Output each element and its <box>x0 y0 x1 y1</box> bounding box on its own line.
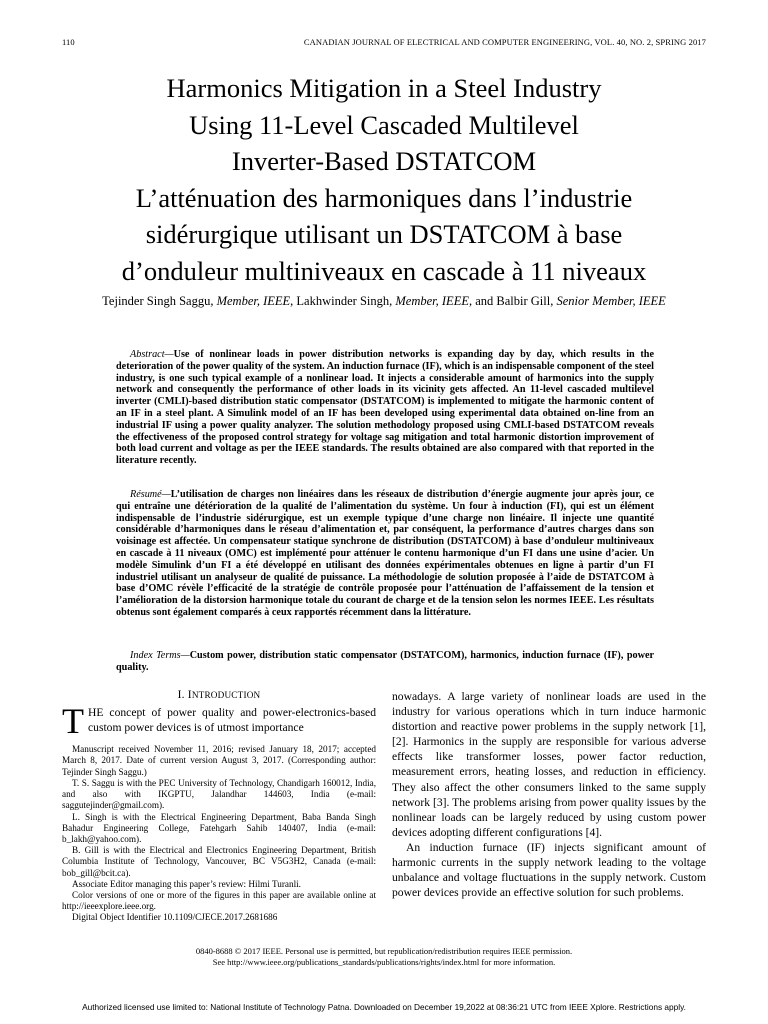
intro-paragraph <box>62 701 376 742</box>
footnote: B. Gill is with the Electrical and Electronics Engineering Department, British Columbia Institute of Technology, Vancouver, BC V5G3H2, Canada (e-mail: bob_gill@bcit.ca). <box>62 845 376 878</box>
body-paragraph: nowadays. A large variety of nonlinear loads are used in the industry for various operations which in turn induce harmonic distortion and reactive power problems in the supply network [1], [2]. Harmonics in the supply are responsible for various adverse effects like transformer losses, power factor reduction, measurement errors, heating losses, and reduction in efficiency. They also affect the other consumers linked to the same supply network [3]. The problems arising from power quality issues by the nonlinear loads can be largely reduced by using custom power devices adopting different configurations [4]. <box>392 690 706 839</box>
footnotes <box>62 744 376 923</box>
author-list <box>40 293 728 309</box>
author-role: Member, IEEE, <box>395 294 473 308</box>
index-terms-text: Custom power, distribution static compensator (DSTATCOM), harmonics, induction furnace (IF), power quality. <box>116 650 654 673</box>
drop-cap: T <box>62 701 84 742</box>
title-line: Harmonics Mitigation in a Steel Industry <box>166 73 602 103</box>
abstract-label: Abstract— <box>130 349 174 360</box>
intro-text: HE concept of power quality and power-electronics-based custom power devices is of utmost importance <box>88 706 376 735</box>
section-heading <box>62 688 376 703</box>
author-name: , Lakhwinder Singh, <box>290 294 396 308</box>
title-line: Using 11-Level Cascaded Multilevel <box>189 109 579 140</box>
right-column <box>392 689 706 900</box>
footnote: Associate Editor managing this paper’s review: Hilmi Turanli. <box>72 878 301 889</box>
index-terms <box>116 650 654 674</box>
footnote-doi: Digital Object Identifier 10.1109/CJECE.2017.2681686 <box>72 912 278 923</box>
author-role: Senior Member, IEEE <box>556 294 666 308</box>
left-column <box>62 688 376 924</box>
body-paragraph: An induction furnace (IF) injects significant amount of harmonic currents in the supply network leading to the voltage unbalance and voltage fluctuations in the supply network. Custom power devices provide an effective solution for such problems. <box>392 840 706 900</box>
footnote: L. Singh is with the Electrical Engineering Department, Baba Banda Singh Bahadur Engineering College, Fatehgarh Sahib 140407, India (e-mail: b_lakh@yahoo.com). <box>62 811 376 844</box>
resume <box>116 489 654 619</box>
running-header <box>62 37 706 49</box>
abstract <box>116 349 654 467</box>
journal-name: CANADIAN JOURNAL OF ELECTRICAL AND COMPUTER ENGINEERING, VOL. 40, NO. 2, SPRING 2017 <box>303 37 706 47</box>
section-number: I. <box>177 689 188 701</box>
author-name: and Balbir Gill, <box>472 294 557 308</box>
copyright-line: 0840-8688 © 2017 IEEE. Personal use is permitted, but republication/redistribution requires IEEE permission. <box>195 946 573 956</box>
license-footer: Authorized licensed use limited to: National Institute of Technology Patna. Downloaded on December 19,2022 at 08:36:21 UTC from IEEE Xplore. Restrictions apply. <box>82 1002 686 1012</box>
resume-text: L’utilisation de charges non linéaires dans les réseaux de distribution d’énergie augmente jour après jour, ce qui entraîne une détérioration de la qualité de l’alimentation du système. Un four à induction (FI), qui est un élément indispensable de l’industrie sidérurgique, est un exemple typique d’une charge non linéaire. Il injecte une quantité considérable d’harmoniques dans le réseau d’alimentation et, par conséquent, la performance d’autres charges dans son voisinage est affectée. Un compensateur statique synchrone de distribution (DSTATCOM) à base d’onduleur multiniveaux en cascade à 11 niveaux (OMC) est implémenté pour atténuer le contenu harmonique d’un FI dans une usine d’acier. Un modèle Simulink d’un FI a été développé en utilisant des données expérimentales obtenues en ligne à partir d’un FI industriel utilisant un analyseur de qualité de puissance. La méthodologie de solution proposée à l’aide de DSTATCOM à base d’OMC révèle l’efficacité de la stratégie de contrôle proposée pour l’atténuation de l’affaissement de la tension et l’amélioration de la distorsion harmonique totale du courant de charge et de la tension selon les normes IEEE. Les résultats obtenus sont également comparés à ceux rapportés récemment dans la littérature. <box>116 489 654 618</box>
footnote: Manuscript received November 11, 2016; revised January 18, 2017; accepted March 8, 2017. Date of current version August 3, 2017. (Corresponding author: Tejinder Singh Saggu.) <box>62 744 376 777</box>
title-line: L’atténuation des harmoniques dans l’industrie <box>135 182 633 213</box>
copyright-notice <box>62 946 706 968</box>
author-role: Member, IEEE <box>216 294 291 308</box>
title-line: sidérurgique utilisant un DSTATCOM à base <box>145 219 623 249</box>
paper-title <box>40 70 728 289</box>
title-line: d’onduleur multiniveaux en cascade à 11 niveaux <box>121 255 647 286</box>
copyright-line: See http://www.ieee.org/publications_standards/publications/rights/index.html for more information. <box>212 957 556 967</box>
index-terms-label: Index Terms— <box>130 650 190 661</box>
section-title-rest: NTRODUCTION <box>191 690 261 700</box>
abstract-text: Use of nonlinear loads in power distribution networks is expanding day by day, which results in the deterioration of the power quality of the system. An induction furnace (IF), which is an indispensable component of the steel industry, is one such typical example of a nonlinear load. It injects a considerable amount of harmonics into the supply network and consequently the performance of other loads in its vicinity gets affected. An 11-level cascaded multilevel inverter (CMLI)-based distribution static compensator (DSTATCOM) is implemented to mitigate the harmonic content of an IF in a steel plant. A Simulink model of an IF has been developed using experimental data obtained on-line from an industrial IF using a power quality analyzer. The solution methodology proposed using CMLI-based DSTATCOM reveals the effectiveness of the proposed control strategy for voltage sag mitigation and total harmonic distortion improvement of both load current and voltage as per the IEEE standards. The results obtained are also compared with that reported in the literature recently. <box>116 349 654 467</box>
page-number: 110 <box>62 37 75 47</box>
section-title-initial: I <box>187 689 192 701</box>
author-name: Tejinder Singh Saggu, <box>102 294 217 308</box>
footnote: T. S. Saggu is with the PEC University of Technology, Chandigarh 160012, India, and also with IKGPTU, Jalandhar 144603, India (e-mail: saggutejinder@gmail.com). <box>62 777 376 811</box>
footnote: Color versions of one or more of the figures in this paper are available online at http://ieeexplore.ieee.org. <box>62 889 376 912</box>
title-line: Inverter-Based DSTATCOM <box>231 146 537 176</box>
resume-label: Résumé— <box>130 489 171 500</box>
